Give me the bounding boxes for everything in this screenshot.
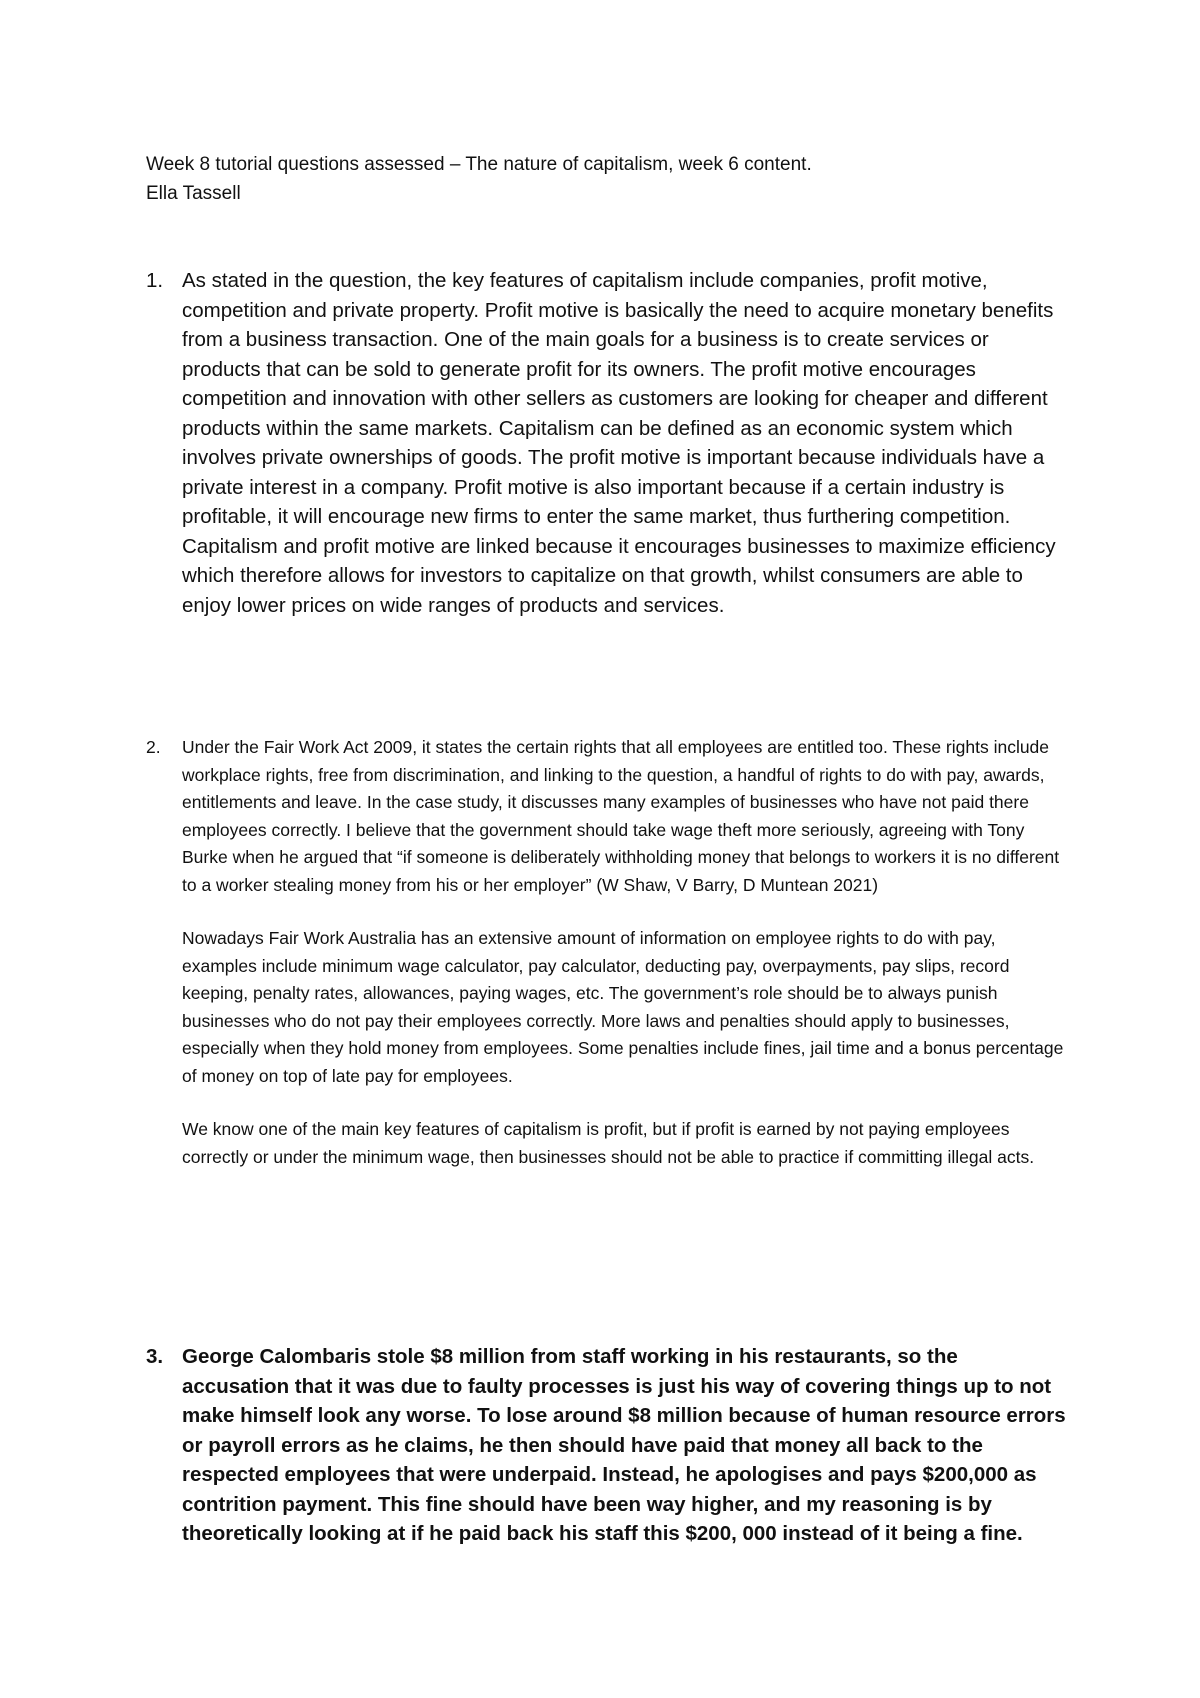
document-header [146,150,1106,208]
answer-paragraph: As stated in the question, the key features of capitalism include companies, profit motive, competition and private property. Profit motive is basically the need to acquire monetary benefits from a business transaction. One of the main goals for a business is to create services or products that can be sold to generate profit for its owners. The profit motive encourages competition and innovation with other sellers as customers are looking for cheaper and different products within the same markets. Capitalism can be defined as an economic system which involves private ownerships of goods. The profit motive is important because individuals have a private interest in a company. Profit motive is also important because if a certain industry is profitable, it will encourage new firms to enter the same market, thus furthering competition. Capitalism and profit motive are linked because it encourages businesses to maximize efficiency which therefore allows for investors to capitalize on that growth, whilst consumers are able to enjoy lower prices on wide ranges of products and services. [182,269,1056,617]
answer-body [182,734,1066,1171]
answer-number: 2. [146,737,161,757]
answer-paragraph: Nowadays Fair Work Australia has an extensive amount of information on employee rights to do with pay, examples include minimum wage calculator, pay calculator, deducting pay, overpayments, pay slips, record keeping, penalty rates, allowances, paying wages, etc. The government’s role should be to always punish businesses who do not pay their employees correctly. More laws and penalties should apply to businesses, especially when they hold money from employees. Some penalties include fines, jail time and a bonus percentage of money on top of late pay for employees. [182,928,1064,1086]
answer-paragraph: George Calombaris stole $8 million from staff working in his restaurants, so the accusation that it was due to faulty processes is just his way of covering things up to not make himself look any worse. To lose around $8 million because of human resource errors or payroll errors as he claims, he then should have paid that money all back to the respected employees that were underpaid. Instead, he apologises and pays $200,000 as contrition payment. This fine should have been way higher, and my reasoning is by theoretically looking at if he paid back his staff this $200, 000 instead of it being a fine. [182,1345,1066,1545]
answer-3 [146,1342,1066,1549]
answer-paragraph: Under the Fair Work Act 2009, it states the certain rights that all employees are entitled too. These rights include workplace rights, free from discrimination, and linking to the question, a handful of rights to do with pay, awards, entitlements and leave. In the case study, it discusses many examples of businesses who have not paid there employees correctly. I believe that the government should take wage theft more seriously, agreeing with Tony Burke when he argued that “if someone is deliberately withholding money that belongs to workers it is no different to a worker stealing money from his or her employer” (W Shaw, V Barry, D Muntean 2021) [182,737,1060,895]
document-title: Week 8 tutorial questions assessed – The nature of capitalism, week 6 content. [146,154,812,175]
answer-paragraph: We know one of the main key features of capitalism is profit, but if profit is earned by not paying employees correctly or under the minimum wage, then businesses should not be able to practice if committing illegal acts. [182,1119,1035,1167]
author-name: Ella Tassell [146,183,241,204]
answer-2 [146,734,1066,1171]
answer-body [182,266,1066,620]
answer-number: 1. [146,269,164,292]
answer-1 [146,266,1066,620]
answer-body [182,1342,1066,1549]
answer-number: 3. [146,1345,164,1368]
